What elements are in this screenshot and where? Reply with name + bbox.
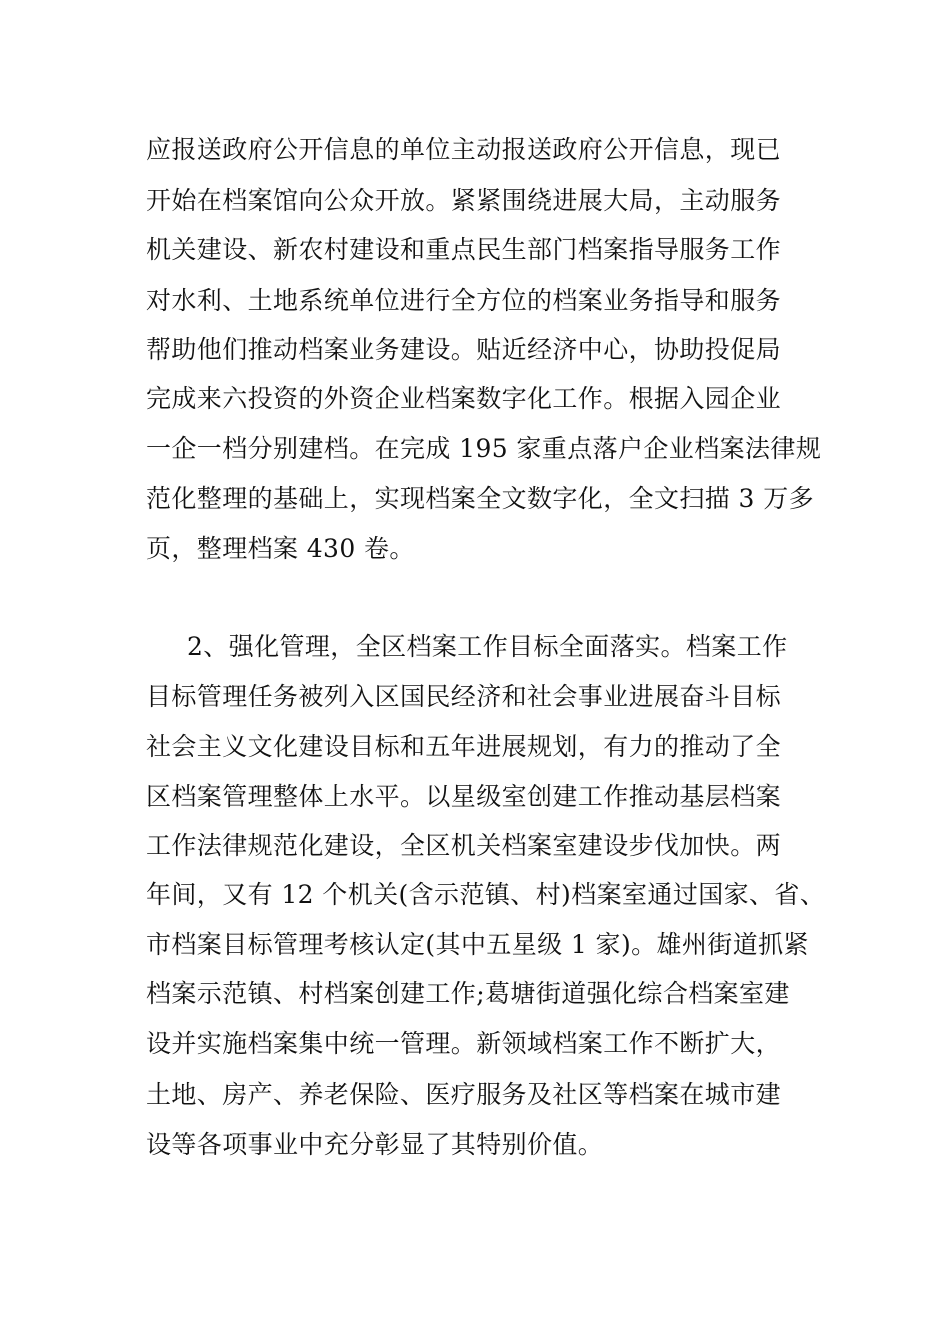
paragraph-line: 帮助他们推动档案业务建设。贴近经济中心，协助投促局 <box>146 335 782 364</box>
paragraph-line: 开始在档案馆向公众开放。紧紧围绕进展大局，主动服务 <box>146 186 782 215</box>
paragraph-line: 区档案管理整体上水平。以星级室创建工作推动基层档案 <box>146 782 782 811</box>
paragraph-line: 对水利、土地系统单位进行全方位的档案业务指导和服务 <box>146 286 782 315</box>
paragraph-line: 完成来六投资的外资企业档案数字化工作。根据入园企业 <box>146 384 782 413</box>
paragraph-line: 应报送政府公开信息的单位主动报送政府公开信息，现已 <box>146 135 782 164</box>
paragraph-line: 一企一档分别建档。在完成 195 家重点落户企业档案法律规 <box>146 434 822 463</box>
paragraph-line: 设等各项事业中充分彰显了其特别价值。 <box>146 1130 604 1159</box>
paragraph-line: 范化整理的基础上，实现档案全文数字化，全文扫描 3 万多 <box>146 484 815 513</box>
paragraph-line: 设并实施档案集中统一管理。新领域档案工作不断扩大， <box>146 1029 782 1058</box>
paragraph-line: 2、强化管理，全区档案工作目标全面落实。档案工作 <box>187 632 788 661</box>
paragraph-line: 年间，又有 12 个机关(含示范镇、村)档案室通过国家、省、 <box>146 880 826 909</box>
paragraph-line: 页，整理档案 430 卷。 <box>146 534 415 563</box>
paragraph-line: 机关建设、新农村建设和重点民生部门档案指导服务工作 <box>146 235 782 264</box>
paragraph-line: 市档案目标管理考核认定(其中五星级 1 家)。雄州街道抓紧 <box>146 930 809 959</box>
paragraph-line: 目标管理任务被列入区国民经济和社会事业进展奋斗目标 <box>146 682 782 711</box>
paragraph-line: 土地、房产、养老保险、医疗服务及社区等档案在城市建 <box>146 1080 782 1109</box>
paragraph-line: 社会主义文化建设目标和五年进展规划，有力的推动了全 <box>146 732 782 761</box>
paragraph-line: 工作法律规范化建设，全区机关档案室建设步伐加快。两 <box>146 831 782 860</box>
paragraph-line: 档案示范镇、村档案创建工作;葛塘街道强化综合档案室建 <box>146 979 790 1008</box>
